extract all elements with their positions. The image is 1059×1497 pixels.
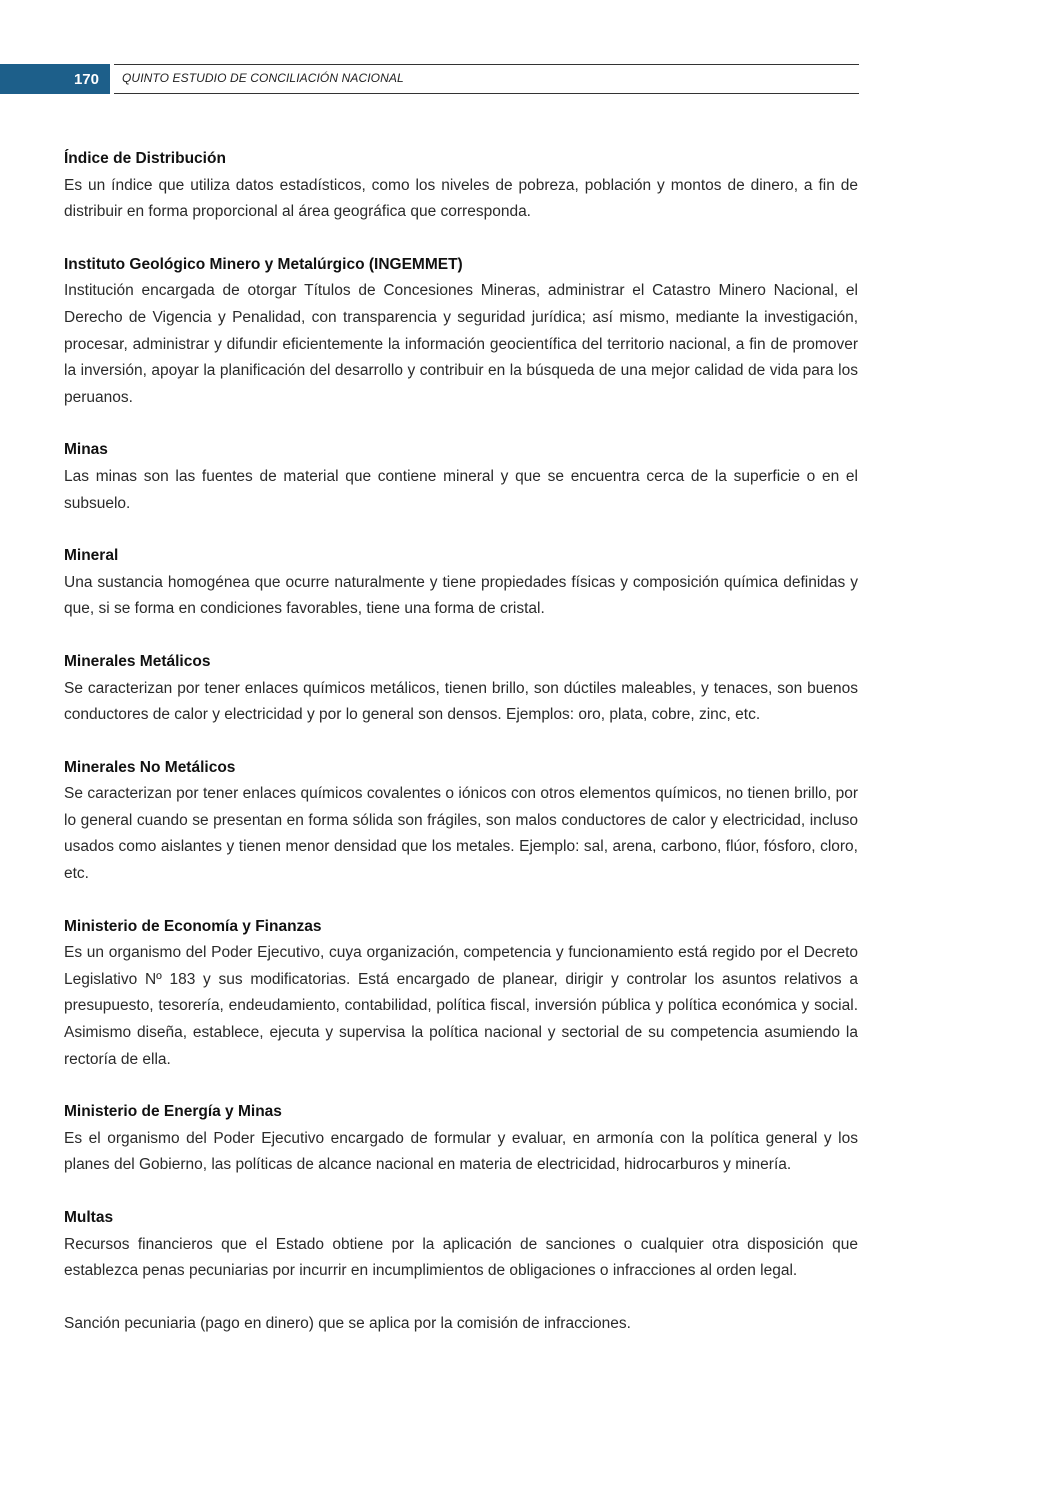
header-rule-top: [114, 64, 859, 65]
glossary-entry: [64, 543, 858, 623]
page-number: 170: [0, 64, 110, 94]
glossary-content: [64, 146, 858, 1363]
glossary-entry: [64, 649, 858, 729]
glossary-entry: [64, 1099, 858, 1179]
running-title: QUINTO ESTUDIO DE CONCILIACIÓN NACIONAL: [122, 71, 404, 85]
glossary-entry: [64, 437, 858, 517]
page-header: [0, 63, 1059, 95]
glossary-entry: [64, 146, 858, 226]
entry-term: Instituto Geológico Minero y Metalúrgico (INGEMMET): [64, 255, 463, 273]
entry-term: Multas: [64, 1209, 114, 1226]
entry-definition: Recursos financieros que el Estado obtiene por la aplicación de sanciones o cualquier otra disposición que establezca penas pecuniarias por incurrir en incumplimientos de obligaciones o infracciones al orden legal.: [64, 1235, 858, 1280]
entry-term: Mineral: [64, 547, 119, 565]
entry-definition: Se caracterizan por tener enlaces químicos covalentes o iónicos con otros elementos químicos, no tienen brillo, por lo general cuando se presentan en forma sólida son frágiles, son malos conductores de calor y electricidad, incluso usados como aislantes y tienen menor densidad que los metales. Ejemplo: sal, arena, carbono, flúor, fósforo, cloro, etc.: [64, 785, 858, 883]
entry-term: Minerales No Metálicos: [64, 758, 236, 776]
glossary-entry: [64, 755, 858, 888]
entry-term: Índice de Distribución: [64, 150, 226, 167]
glossary-entry: [64, 252, 858, 412]
entry-term: Minerales Metálicos: [64, 652, 211, 670]
closing-entry: [64, 1311, 858, 1338]
closing-paragraph: Sanción pecuniaria (pago en dinero) que se aplica por la comisión de infracciones.: [64, 1314, 631, 1332]
header-rule-bottom: [114, 93, 859, 94]
entry-definition: Se caracterizan por tener enlaces químicos metálicos, tienen brillo, son dúctiles maleables, y tenaces, son buenos conductores de calor y electricidad y por lo general son densos. Ejemplos: oro, plata, cobre, zinc, etc.: [64, 679, 858, 724]
entry-definition: Una sustancia homogénea que ocurre naturalmente y tiene propiedades físicas y composición química definidas y que, si se forma en condiciones favorables, tiene una forma de cristal.: [64, 573, 858, 618]
entry-definition: Las minas son las fuentes de material que contiene mineral y que se encuentra cerca de la superficie o en el subsuelo.: [64, 467, 858, 512]
entry-term: Ministerio de Economía y Finanzas: [64, 917, 322, 935]
entry-definition: Es un organismo del Poder Ejecutivo, cuya organización, competencia y funcionamiento está regido por el Decreto Legislativo Nº 183 y sus modificatorias. Está encargado de planear, dirigir y controlar los asuntos relativos a presupuesto, tesorería, endeudamiento, contabilidad, política fiscal, inversión pública y política económica y social. Asimismo diseña, establece, ejecuta y supervisa la política nacional y sectorial de su competencia asumiendo la rectoría de ella.: [64, 944, 858, 1068]
entry-definition: Institución encargada de otorgar Títulos de Concesiones Mineras, administrar el Catastro Minero Nacional, el Derecho de Vigencia y Penalidad, con transparencia y seguridad jurídica; así mismo, mediante la investigación, procesar, administrar y difundir eficientemente la información geocientífica del territorio nacional, a fin de promover la inversión, apoyar la planificación del desarrollo y contribuir en la búsqueda de una mejor calidad de vida para los peruanos.: [64, 282, 858, 406]
glossary-entry: [64, 914, 858, 1074]
glossary-entry: [64, 1205, 858, 1285]
entry-term: Ministerio de Energía y Minas: [64, 1103, 282, 1121]
entry-definition: Es un índice que utiliza datos estadísticos, como los niveles de pobreza, población y montos de dinero, a fin de distribuir en forma proporcional al área geográfica que corresponda.: [64, 176, 858, 221]
entry-definition: Es el organismo del Poder Ejecutivo encargado de formular y evaluar, en armonía con la política general y los planes del Gobierno, las políticas de alcance nacional en materia de electricidad, hidrocarburos y minería.: [64, 1129, 858, 1174]
entry-term: Minas: [64, 441, 108, 459]
